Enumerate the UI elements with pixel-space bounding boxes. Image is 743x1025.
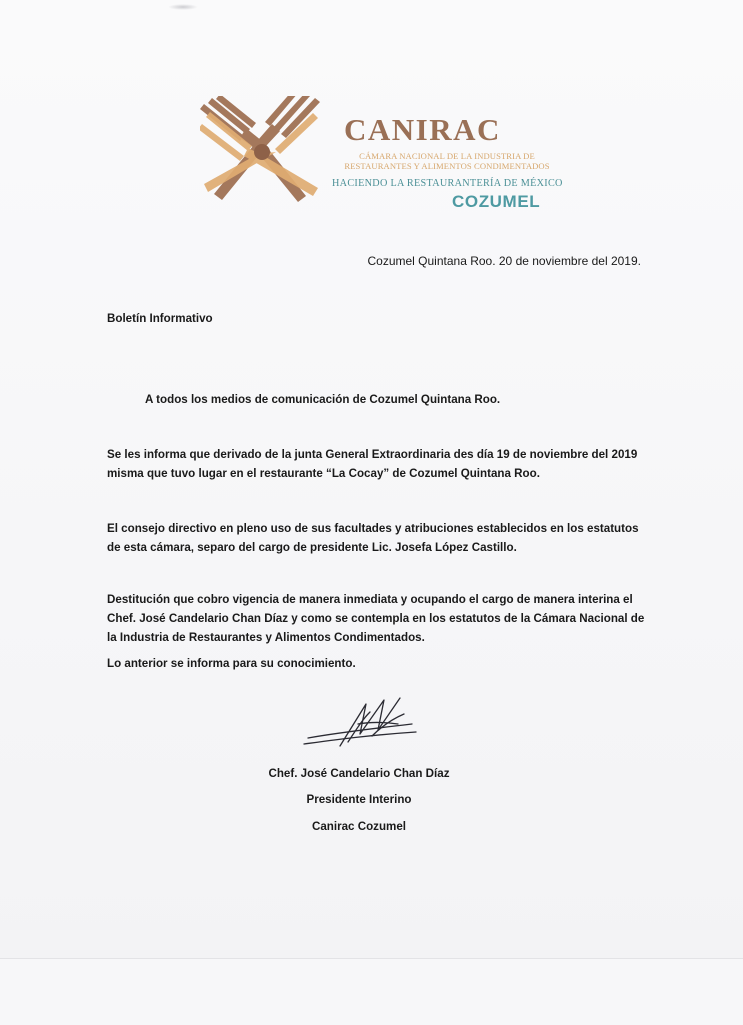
subtitle-line-2: RESTAURANTES Y ALIMENTOS CONDIMENTADOS bbox=[344, 161, 550, 171]
paragraph-1: Se les informa que derivado de la junta General Extraordinaria des día 19 de noviembre del 2019 misma que tuvo lugar en el restaurante “La Cocay” de Cozumel Quintana Roo. bbox=[107, 448, 638, 480]
scan-speck bbox=[168, 4, 198, 10]
organization-tagline: HACIENDO LA RESTAURANTERÍA DE MÉXICO bbox=[332, 178, 563, 189]
handwritten-signature bbox=[300, 694, 420, 754]
paragraph-4: Lo anterior se informa para su conocimiento. bbox=[107, 657, 356, 670]
subtitle-line-1: CÁMARA NACIONAL DE LA INDUSTRIA DE bbox=[359, 151, 535, 161]
scan-bottom-margin bbox=[0, 958, 743, 1025]
salutation: A todos los medios de comunicación de Cozumel Quintana Roo. bbox=[145, 393, 501, 406]
chapter-city: COZUMEL bbox=[452, 192, 541, 211]
letter-heading: Boletín Informativo bbox=[107, 312, 213, 325]
organization-subtitle bbox=[342, 151, 552, 171]
paragraph-2: El consejo directivo en pleno uso de sus facultades y atribuciones establecidos en los estatutos de esta cámara, separo del cargo de presidente Lic. Josefa López Castillo. bbox=[107, 522, 639, 554]
place-date: Cozumel Quintana Roo. 20 de noviembre del 2019. bbox=[367, 254, 641, 268]
organization-name: CANIRAC bbox=[344, 112, 501, 147]
crossed-forks-icon bbox=[200, 96, 324, 206]
signer-name: Chef. José Candelario Chan Díaz bbox=[268, 767, 450, 780]
paragraph-3: Destitución que cobro vigencia de manera inmediata y ocupando el cargo de manera interina el Chef. José Candelario Chan Díaz y como se contempla en los estatutos de la Cámara Nacional de la Industria de Restaurantes y Alimentos Condimentados. bbox=[107, 593, 645, 644]
signer-organization: Canirac Cozumel bbox=[311, 820, 407, 833]
signer-title: Presidente Interino bbox=[306, 793, 412, 806]
